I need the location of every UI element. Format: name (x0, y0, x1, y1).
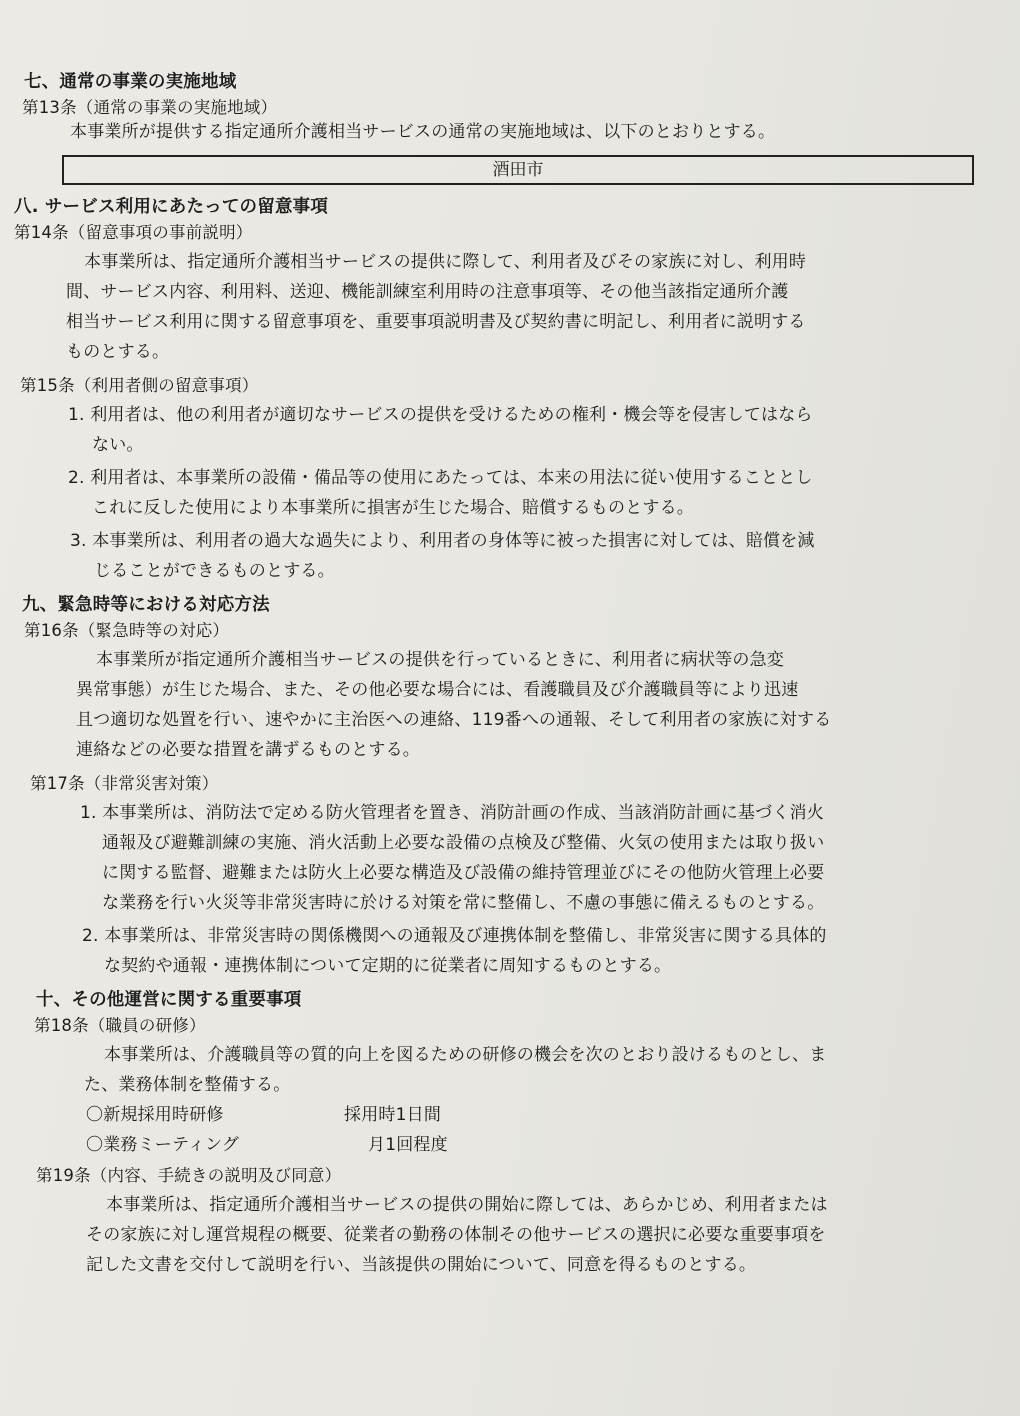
article-14-line: 間、サービス内容、利用料、送迎、機能訓練室利用時の注意事項等、その他当該指定通所介護 (66, 282, 789, 302)
training-name: 〇業務ミーティング (86, 1135, 240, 1155)
article-14-title: 第14条（留意事項の事前説明） (14, 223, 253, 242)
article-17-item-1: 1. 本事業所は、消防法で定める防火管理者を置き、消防計画の作成、当該消防計画に基づく消火 (80, 803, 824, 823)
article-17-item-1-cont: な業務を行い火災等非常災害時に於ける対策を常に整備し、不慮の事態に備えるものとする。 (102, 893, 825, 913)
service-area-box: 酒田市 (62, 155, 974, 185)
training-schedule: 月1回程度 (368, 1135, 448, 1155)
article-13-title: 第13条（通常の事業の実施地域） (22, 98, 278, 117)
section-heading-10: 十、その他運営に関する重要事項 (36, 990, 302, 1010)
article-17-item-2-cont: な契約や通報・連携体制について定期的に従業者に周知するものとする。 (104, 956, 672, 976)
article-19-line: 本事業所は、指定通所介護相当サービスの提供の開始に際しては、あらかじめ、利用者または (106, 1195, 828, 1215)
article-15-item-3-cont: じることができるものとする。 (94, 561, 335, 581)
article-19-line: その家族に対し運営規程の概要、従業者の勤務の体制その他サービスの選択に必要な重要事項を (86, 1225, 826, 1245)
training-schedule: 採用時1日間 (344, 1105, 442, 1125)
article-19-line: 記した文書を交付して説明を行い、当該提供の開始について、同意を得るものとする。 (86, 1255, 757, 1275)
article-18-line: 本事業所は、介護職員等の質的向上を図るための研修の機会を次のとおり設けるものとし、ま (104, 1045, 827, 1065)
article-16-line: 本事業所が指定通所介護相当サービスの提供を行っているときに、利用者に病状等の急変 (96, 650, 784, 670)
article-18-title: 第18条（職員の研修） (34, 1016, 206, 1035)
article-16-line: 連絡などの必要な措置を講ずるものとする。 (76, 740, 420, 760)
article-17-title: 第17条（非常災害対策） (30, 774, 219, 793)
article-15-title: 第15条（利用者側の留意事項） (20, 376, 259, 395)
article-17-item-1-cont: に関する監督、避難または防火上必要な構造及び設備の維持管理並びにその他防火管理上必要 (102, 863, 825, 883)
article-13-body: 本事業所が提供する指定通所介護相当サービスの通常の実施地域は、以下のとおりとする。 (70, 122, 776, 142)
article-14-line: 相当サービス利用に関する留意事項を、重要事項説明書及び契約書に明記し、利用者に説明する (66, 312, 806, 332)
article-16-line: 且つ適切な処置を行い、速やかに主治医への連絡、119番への通報、そして利用者の家族に対する (76, 710, 832, 730)
training-row (86, 1133, 1020, 1158)
article-18-line: た、業務体制を整備する。 (84, 1075, 291, 1095)
article-16-line: 異常事態）が生じた場合、また、その他必要な場合には、看護職員及び介護職員等により迅速 (76, 680, 799, 700)
training-row (86, 1103, 1020, 1128)
article-14-line: 本事業所は、指定通所介護相当サービスの提供に際して、利用者及びその家族に対し、利用時 (84, 252, 807, 272)
article-15-item-2: 2. 利用者は、本事業所の設備・備品等の使用にあたっては、本来の用法に従い使用することとし (68, 468, 813, 488)
article-15-item-1: 1. 利用者は、他の利用者が適切なサービスの提供を受けるための権利・機会等を侵害してはなら (68, 405, 813, 425)
article-16-title: 第16条（緊急時等の対応） (24, 621, 230, 640)
article-19-title: 第19条（内容、手続きの説明及び同意） (36, 1166, 342, 1185)
section-heading-9: 九、緊急時等における対応方法 (22, 595, 270, 615)
article-17-item-2: 2. 本事業所は、非常災害時の関係機関への通報及び連携体制を整備し、非常災害に関する具体的 (82, 926, 827, 946)
article-15-item-1-cont: ない。 (92, 435, 144, 455)
article-15-item-2-cont: これに反した使用により本事業所に損害が生じた場合、賠償するものとする。 (92, 498, 694, 518)
training-name: 〇新規採用時研修 (86, 1105, 224, 1125)
article-17-item-1-cont: 通報及び避難訓練の実施、消火活動上必要な設備の点検及び整備、火気の使用または取り扱い (102, 833, 825, 853)
section-heading-7: 七、通常の事業の実施地域 (24, 72, 237, 92)
section-heading-8: 八. サービス利用にあたっての留意事項 (14, 197, 329, 217)
article-14-line: ものとする。 (66, 342, 170, 362)
article-15-item-3: 3. 本事業所は、利用者の過大な過失により、利用者の身体等に被った損害に対しては、賠償を減 (70, 531, 815, 551)
